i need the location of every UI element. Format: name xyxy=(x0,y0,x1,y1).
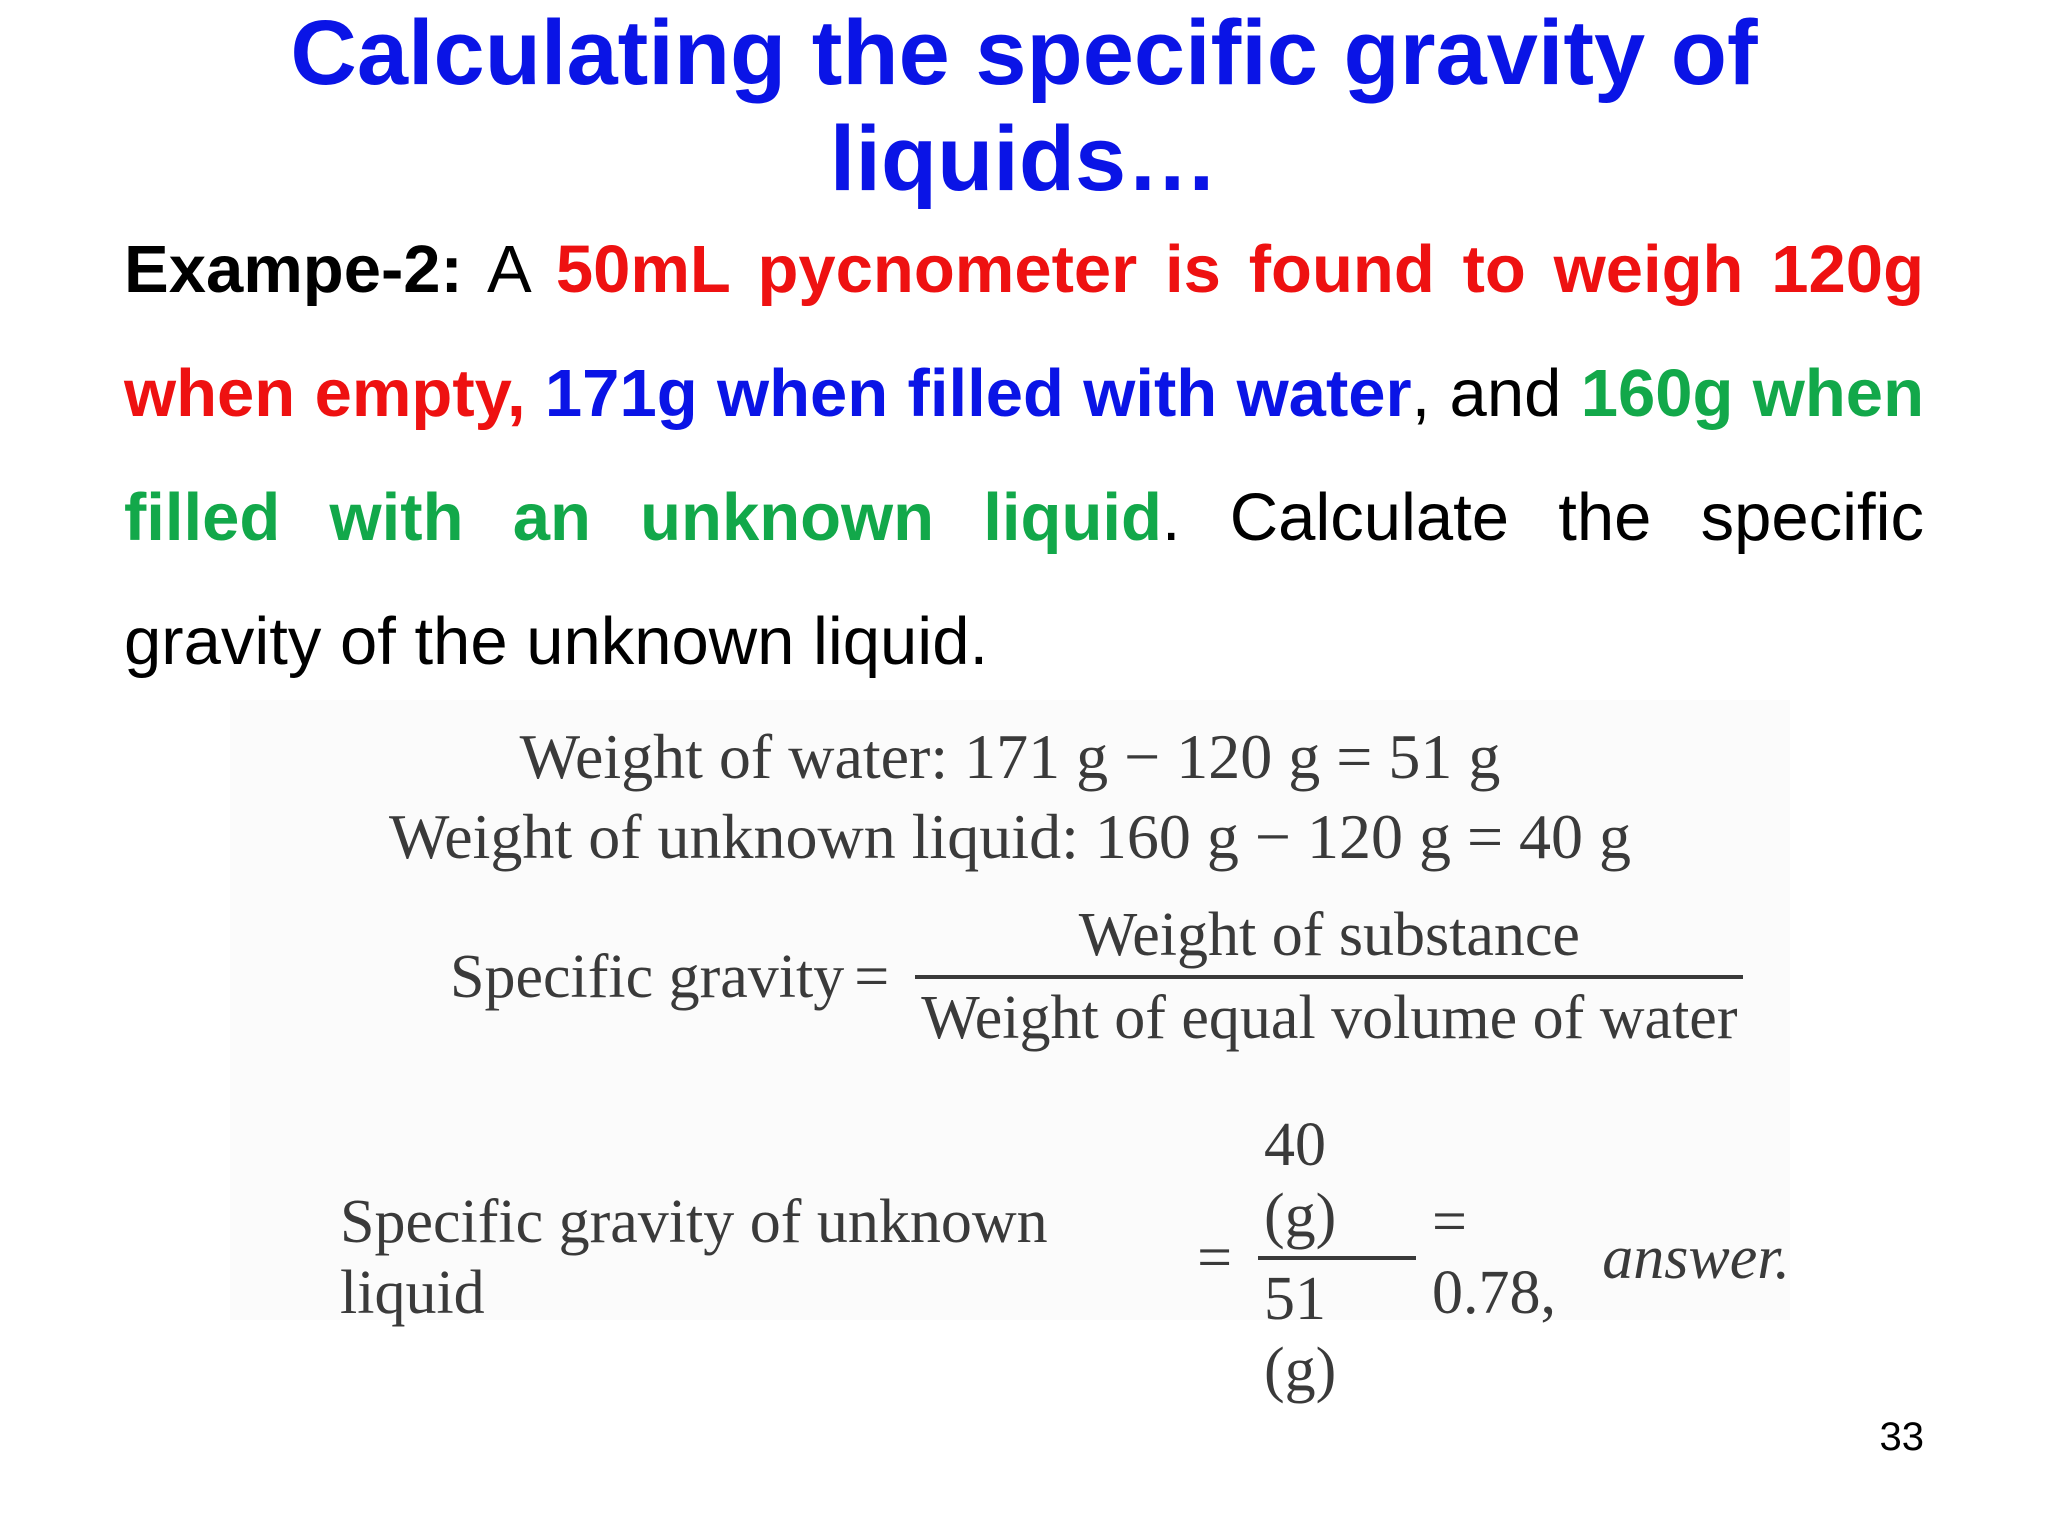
sg-unknown-label: Specific gravity of unknown liquid xyxy=(340,1188,1048,1327)
calc-numerator: 40 (g) xyxy=(1264,1111,1337,1250)
liquid-weight-text: 160g when filled with an unknown liquid xyxy=(124,356,1924,555)
fraction-bar xyxy=(915,975,1743,979)
problem-text-4: . Calculate the specific gravity of the unknown liquid. xyxy=(124,480,1924,679)
problem-text-2 xyxy=(526,356,545,431)
title-line-2: liquids… xyxy=(829,108,1219,210)
result-value: = 0.78, xyxy=(1431,1188,1556,1327)
sg-numerator: Weight of substance xyxy=(1078,901,1580,969)
water-weight-text: 171g when filled with water xyxy=(544,356,1412,431)
calc-fraction xyxy=(1258,1110,1416,1406)
sg-fraction xyxy=(915,900,1743,1054)
empty-weight-text: 50mL pycnometer is found to weigh 120g when empty, xyxy=(124,232,1924,431)
water-weight-line: Weight of water: 171 g − 120 g = 51 g xyxy=(519,721,1501,792)
page-number: 33 xyxy=(1879,1415,1924,1459)
sg-label: Specific gravity xyxy=(450,942,845,1011)
specific-gravity-formula xyxy=(450,900,1759,1054)
solution-image xyxy=(230,700,1790,1404)
slide-title xyxy=(0,0,2048,212)
specific-gravity-calculation xyxy=(340,1110,1790,1406)
answer-label: answer. xyxy=(1602,1223,1790,1292)
sg-denominator: Weight of equal volume of water xyxy=(921,984,1738,1052)
problem-text-1: A xyxy=(462,232,556,307)
fraction-bar xyxy=(1258,1256,1416,1260)
unknown-weight-line: Weight of unknown liquid: 160 g − 120 g = 40 g xyxy=(388,801,1632,872)
calc-denominator: 51 (g) xyxy=(1264,1265,1337,1404)
example-label: Exampe-2: xyxy=(124,232,463,307)
problem-text-3: , and xyxy=(1411,356,1581,431)
problem-statement xyxy=(124,208,1924,704)
title-line-1: Calculating the specific gravity of xyxy=(290,2,1758,104)
equals-sign: = xyxy=(854,942,890,1011)
equals-sign: = xyxy=(1197,1223,1233,1292)
